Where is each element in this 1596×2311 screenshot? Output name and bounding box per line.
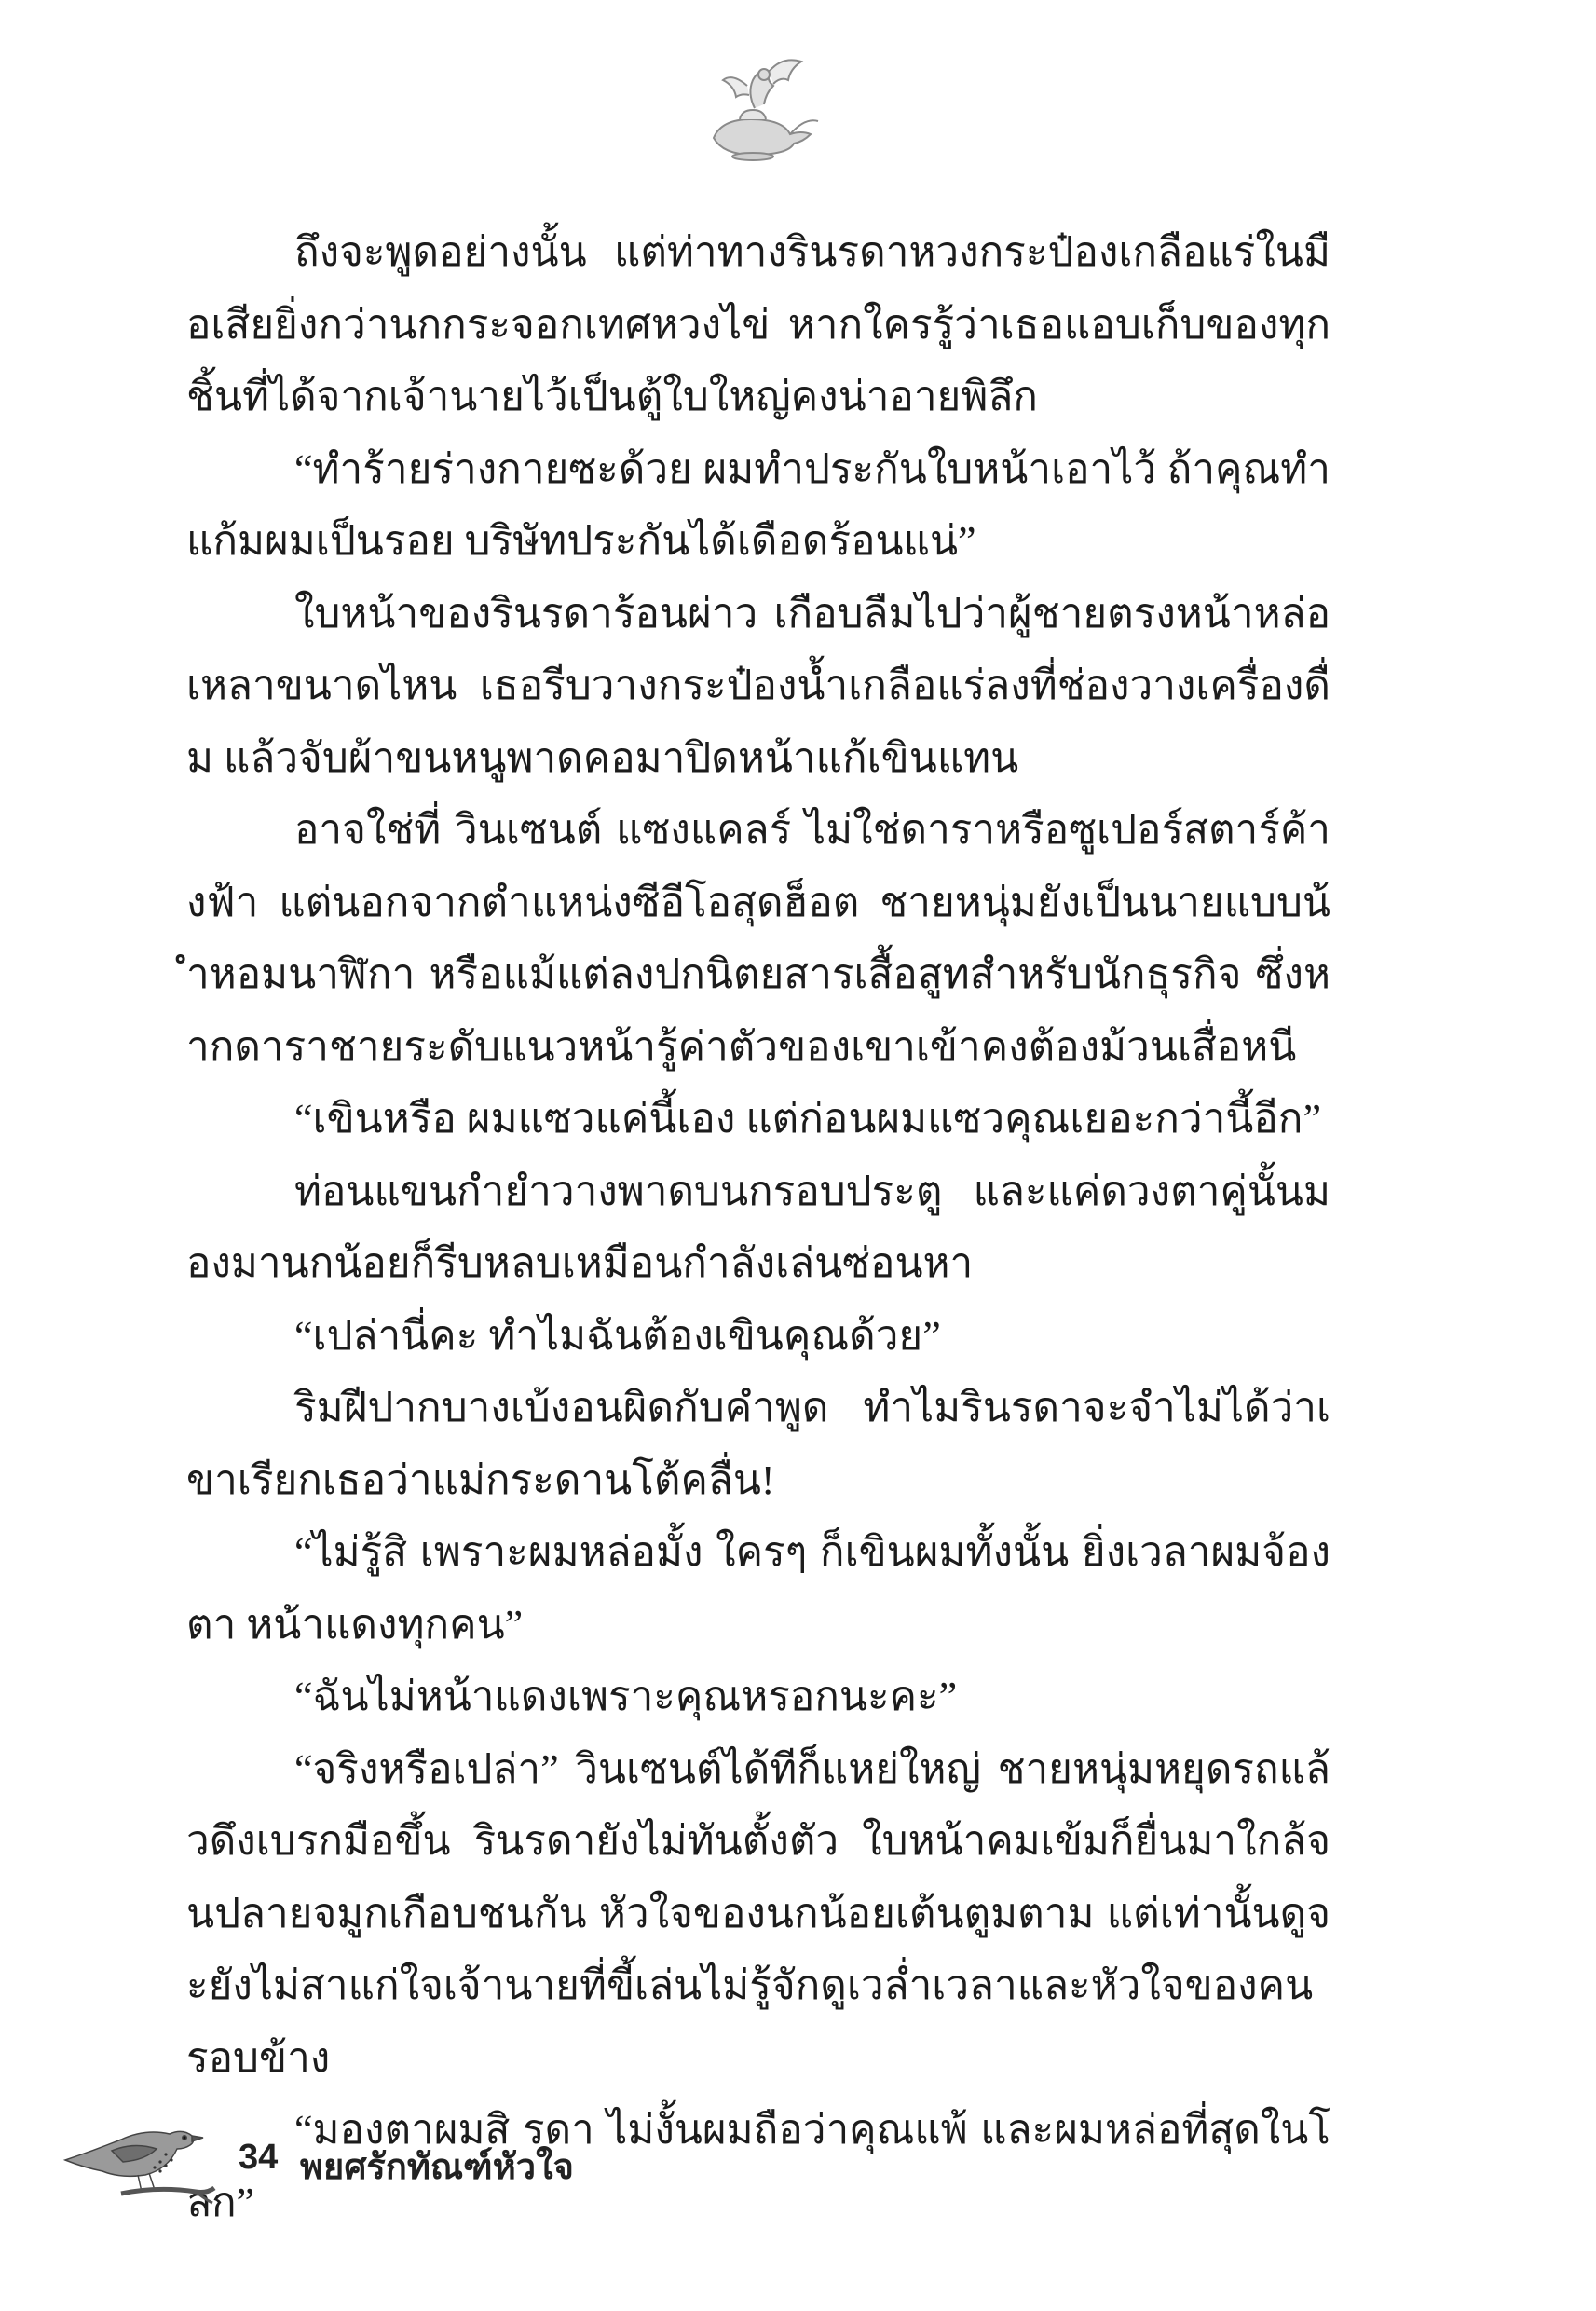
- page-number: 34: [239, 2138, 279, 2177]
- paragraph: ริมฝีปากบางเบ้งอนผิดกับคำพูด ทำไมรินรดาจะจำไม่ได้ว่าเขาเรียกเธอว่าแม่กระดานโต้คลื่น!: [186, 1385, 1330, 1503]
- body-text: [186, 216, 1330, 2238]
- book-title: พยศรักทัณฑ์หัวใจ: [300, 2148, 574, 2187]
- paragraph: ใบหน้าของรินรดาร้อนผ่าว เกือบลืมไปว่าผู้ชายตรงหน้าหล่อเหลาขนาดไหน เธอรีบวางกระป๋องน้ำเกลือแร่ลงที่ช่องวางเครื่องดื่ม แล้วจับผ้าขนหนูพาดคอมาปิดหน้าแก้เขินแทน: [186, 590, 1330, 781]
- bird-on-branch-icon: [56, 2095, 224, 2207]
- page-footer: [56, 2095, 708, 2207]
- paragraph: “เขินหรือ ผมแซวแค่นี้เอง แต่ก่อนผมแซวคุณเยอะกว่านี้อีก”: [294, 1096, 1321, 1142]
- paragraph: “ทำร้ายร่างกายซะด้วย ผมทำประกันใบหน้าเอาไว้ ถ้าคุณทำแก้มผมเป็นรอย บริษัทประกันได้เดือดร้อนแน่”: [186, 445, 1330, 564]
- paragraph: ท่อนแขนกำยำวางพาดบนกรอบประตู และแค่ดวงตาคู่นั้นมองมานกน้อยก็รีบหลบเหมือนกำลังเล่นซ่อนหา: [186, 1168, 1330, 1286]
- paragraph: “จริงหรือเปล่า” วินเซนต์ได้ทีก็แหย่ใหญ่ ชายหนุ่มหยุดรถแล้วดึงเบรกมือขึ้น รินรดายังไม่ทันตั้งตัว ใบหน้าคมเข้มก็ยื่นมาใกล้จนปลายจมูกเกือบชนกัน หัวใจของนกน้อยเต้นตูมตาม แต่เท่านั้นดูจะยังไม่สาแก่ใจเจ้านายที่ขี้เล่นไม่รู้จักดูเวล่ำเวลาและหัวใจของคนรอบข้าง: [186, 1745, 1330, 2081]
- paragraph: “มองตาผมสิ รดา ไม่งั้นผมถือว่าคุณแพ้ และผมหล่อที่สุดในโลก”: [186, 2107, 1330, 2225]
- paragraph: “เปล่านี่คะ ทำไมฉันต้องเขินคุณด้วย”: [294, 1312, 941, 1359]
- paragraph: “ไม่รู้สิ เพราะผมหล่อมั้ง ใครๆ ก็เขินผมทั้งนั้น ยิ่งเวลาผมจ้องตา หน้าแดงทุกคน”: [186, 1529, 1330, 1648]
- paragraph: ถึงจะพูดอย่างนั้น แต่ท่าทางรินรดาหวงกระป๋องเกลือแร่ในมือเสียยิ่งกว่านกกระจอกเทศหวงไข่ หากใครรู้ว่าเธอแอบเก็บของทุกชิ้นที่ได้จากเจ้านายไว้เป็นตู้ใบใหญ่คงน่าอายพิลึก: [186, 229, 1330, 419]
- magic-lamp-with-fairy-icon: [686, 52, 825, 162]
- paragraph: “ฉันไม่หน้าแดงเพราะคุณหรอกนะคะ”: [294, 1674, 958, 1719]
- paragraph: อาจใช่ที่ วินเซนต์ แซงแคลร์ ไม่ใช่ดาราหรือซูเปอร์สตาร์ค้างฟ้า แต่นอกจากตำแหน่งซีอีโอสุดฮ็อต ชายหนุ่มยังเป็นนายแบบน้ำหอมนาฬิกา หรือแม้แต่ลงปกนิตยสารเสื้อสูทสำหรับนักธุรกิจ ซึ่งหากดาราชายระดับแนวหน้ารู้ค่าตัวของเขาเข้าคงต้องม้วนเสื่อหนี: [186, 807, 1330, 1070]
